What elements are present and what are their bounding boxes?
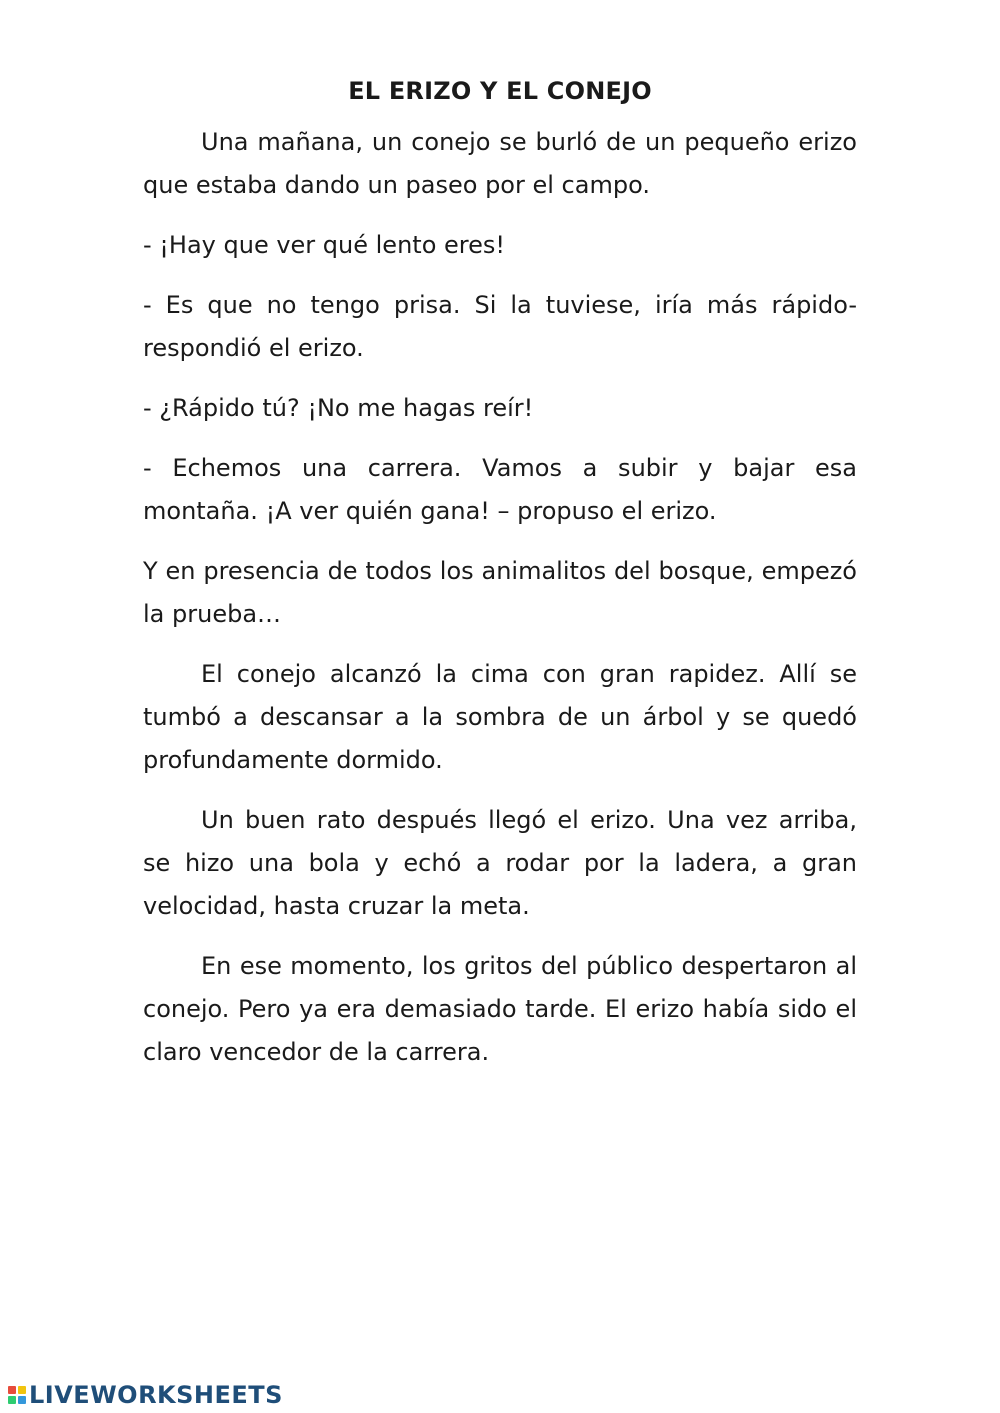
logo-cell: [8, 1386, 16, 1394]
story-paragraph: - ¿Rápido tú? ¡No me hagas reír!: [143, 394, 534, 422]
story-paragraph: Y en presencia de todos los animalitos del bosque, empezó la prueba…: [143, 557, 857, 628]
logo-cell: [8, 1396, 16, 1404]
liveworksheets-logo-icon: [8, 1386, 26, 1404]
story-paragraph: - Echemos una carrera. Vamos a subir y bajar esa montaña. ¡A ver quién gana! – propuso el erizo.: [143, 454, 857, 525]
story-title: EL ERIZO Y EL CONEJO: [348, 77, 652, 105]
worksheet-page: [143, 74, 857, 1091]
logo-cell: [18, 1386, 26, 1394]
logo-cell: [18, 1396, 26, 1404]
brand-name[interactable]: LIVEWORKSHEETS: [29, 1381, 283, 1409]
story-paragraph: Una mañana, un conejo se burló de un pequeño erizo que estaba dando un paseo por el campo.: [143, 128, 857, 199]
story-paragraph: - ¡Hay que ver qué lento eres!: [143, 231, 506, 259]
story-paragraph: El conejo alcanzó la cima con gran rapidez. Allí se tumbó a descansar a la sombra de un árbol y se quedó profundamente dormido.: [143, 660, 857, 774]
liveworksheets-footer[interactable]: [8, 1381, 283, 1409]
story-paragraph: En ese momento, los gritos del público despertaron al conejo. Pero ya era demasiado tarde. El erizo había sido el claro vencedor de la carrera.: [143, 952, 857, 1066]
story-paragraph: Un buen rato después llegó el erizo. Una vez arriba, se hizo una bola y echó a rodar por la ladera, a gran velocidad, hasta cruzar la meta.: [143, 806, 857, 920]
story-paragraph: - Es que no tengo prisa. Si la tuviese, iría más rápido- respondió el erizo.: [143, 291, 857, 362]
